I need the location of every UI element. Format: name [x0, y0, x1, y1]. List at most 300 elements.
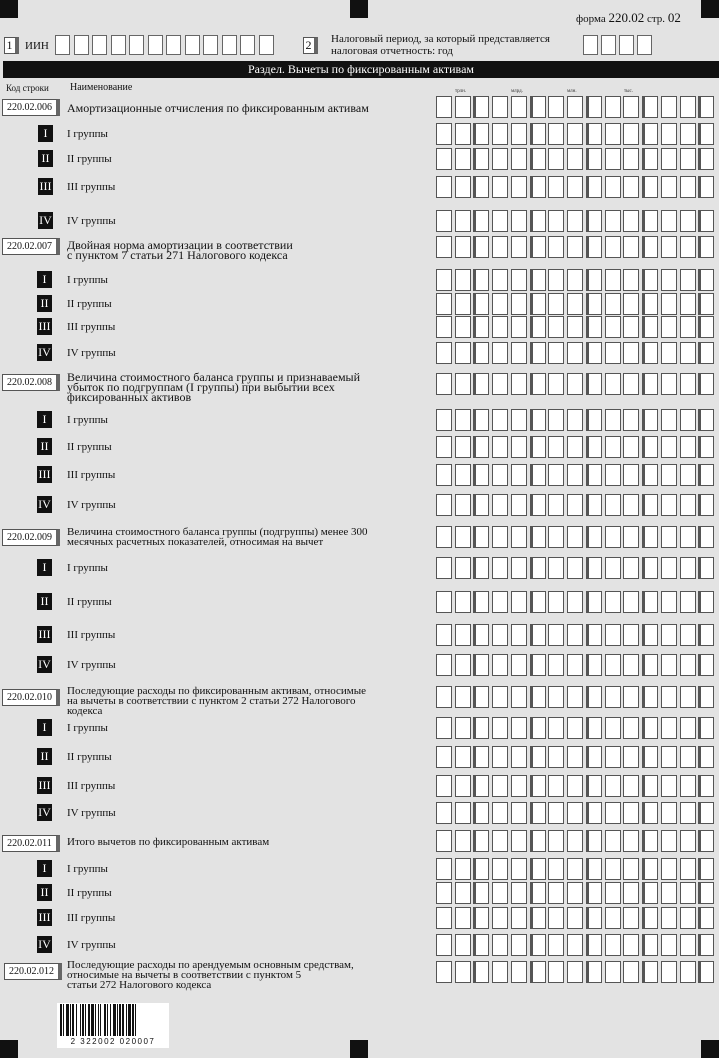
amount-digit-cell[interactable]	[492, 210, 508, 232]
amount-digit-cell[interactable]	[605, 148, 621, 170]
amount-digit-cell[interactable]	[548, 293, 564, 315]
amount-digit-cell[interactable]	[436, 316, 452, 338]
amount-digit-cell[interactable]	[661, 775, 677, 797]
amount-digit-cell[interactable]	[436, 557, 452, 579]
amount-digit-cell[interactable]	[473, 373, 489, 395]
amount-digit-cell[interactable]	[548, 176, 564, 198]
amount-digit-cell[interactable]	[455, 176, 471, 198]
amount-digit-cell[interactable]	[661, 717, 677, 739]
amount-digit-cell[interactable]	[586, 464, 602, 486]
amount-digit-cell[interactable]	[661, 293, 677, 315]
amount-digit-cell[interactable]	[511, 269, 527, 291]
group-amount-input[interactable]	[436, 802, 719, 824]
amount-digit-cell[interactable]	[605, 316, 621, 338]
amount-digit-cell[interactable]	[492, 436, 508, 458]
iin-digit-cell[interactable]	[166, 35, 181, 55]
amount-digit-cell[interactable]	[436, 494, 452, 516]
amount-digit-cell[interactable]	[605, 269, 621, 291]
amount-digit-cell[interactable]	[492, 557, 508, 579]
amount-digit-cell[interactable]	[455, 373, 471, 395]
amount-digit-cell[interactable]	[473, 293, 489, 315]
amount-digit-cell[interactable]	[605, 210, 621, 232]
amount-digit-cell[interactable]	[455, 717, 471, 739]
amount-input[interactable]	[436, 686, 719, 708]
amount-digit-cell[interactable]	[567, 373, 583, 395]
amount-digit-cell[interactable]	[492, 148, 508, 170]
amount-digit-cell[interactable]	[436, 775, 452, 797]
amount-digit-cell[interactable]	[492, 409, 508, 431]
amount-digit-cell[interactable]	[698, 342, 714, 364]
amount-digit-cell[interactable]	[548, 526, 564, 548]
amount-digit-cell[interactable]	[642, 210, 658, 232]
amount-digit-cell[interactable]	[530, 830, 546, 852]
amount-digit-cell[interactable]	[605, 746, 621, 768]
amount-digit-cell[interactable]	[698, 316, 714, 338]
amount-digit-cell[interactable]	[455, 123, 471, 145]
amount-digit-cell[interactable]	[698, 210, 714, 232]
amount-digit-cell[interactable]	[623, 210, 639, 232]
amount-digit-cell[interactable]	[623, 557, 639, 579]
amount-digit-cell[interactable]	[586, 436, 602, 458]
amount-digit-cell[interactable]	[680, 464, 696, 486]
amount-digit-cell[interactable]	[680, 775, 696, 797]
group-amount-input[interactable]	[436, 591, 719, 613]
amount-digit-cell[interactable]	[586, 526, 602, 548]
amount-digit-cell[interactable]	[567, 494, 583, 516]
amount-digit-cell[interactable]	[455, 148, 471, 170]
amount-digit-cell[interactable]	[623, 293, 639, 315]
amount-digit-cell[interactable]	[492, 882, 508, 904]
amount-digit-cell[interactable]	[473, 746, 489, 768]
year-digit-cell[interactable]	[637, 35, 652, 55]
amount-digit-cell[interactable]	[567, 717, 583, 739]
amount-digit-cell[interactable]	[605, 858, 621, 880]
amount-digit-cell[interactable]	[492, 342, 508, 364]
amount-digit-cell[interactable]	[473, 123, 489, 145]
amount-digit-cell[interactable]	[530, 436, 546, 458]
amount-digit-cell[interactable]	[586, 907, 602, 929]
amount-digit-cell[interactable]	[623, 236, 639, 258]
amount-digit-cell[interactable]	[530, 269, 546, 291]
amount-digit-cell[interactable]	[492, 123, 508, 145]
amount-digit-cell[interactable]	[680, 802, 696, 824]
amount-digit-cell[interactable]	[436, 123, 452, 145]
amount-digit-cell[interactable]	[623, 775, 639, 797]
amount-digit-cell[interactable]	[698, 830, 714, 852]
amount-digit-cell[interactable]	[698, 686, 714, 708]
amount-digit-cell[interactable]	[567, 858, 583, 880]
amount-digit-cell[interactable]	[698, 961, 714, 983]
amount-digit-cell[interactable]	[605, 654, 621, 676]
amount-digit-cell[interactable]	[661, 654, 677, 676]
amount-digit-cell[interactable]	[661, 148, 677, 170]
amount-digit-cell[interactable]	[567, 526, 583, 548]
amount-digit-cell[interactable]	[455, 654, 471, 676]
amount-digit-cell[interactable]	[642, 373, 658, 395]
amount-digit-cell[interactable]	[455, 624, 471, 646]
amount-digit-cell[interactable]	[548, 775, 564, 797]
amount-digit-cell[interactable]	[586, 342, 602, 364]
amount-digit-cell[interactable]	[511, 934, 527, 956]
amount-digit-cell[interactable]	[492, 464, 508, 486]
amount-digit-cell[interactable]	[473, 907, 489, 929]
amount-digit-cell[interactable]	[661, 557, 677, 579]
amount-digit-cell[interactable]	[511, 293, 527, 315]
amount-digit-cell[interactable]	[473, 316, 489, 338]
amount-digit-cell[interactable]	[455, 961, 471, 983]
amount-digit-cell[interactable]	[455, 236, 471, 258]
amount-digit-cell[interactable]	[567, 464, 583, 486]
amount-digit-cell[interactable]	[698, 624, 714, 646]
group-amount-input[interactable]	[436, 342, 719, 364]
amount-digit-cell[interactable]	[436, 293, 452, 315]
iin-digit-cell[interactable]	[55, 35, 70, 55]
amount-digit-cell[interactable]	[586, 557, 602, 579]
amount-digit-cell[interactable]	[698, 591, 714, 613]
group-amount-input[interactable]	[436, 210, 719, 232]
amount-digit-cell[interactable]	[548, 96, 564, 118]
amount-digit-cell[interactable]	[698, 96, 714, 118]
amount-digit-cell[interactable]	[623, 882, 639, 904]
group-amount-input[interactable]	[436, 316, 719, 338]
amount-digit-cell[interactable]	[605, 624, 621, 646]
amount-digit-cell[interactable]	[642, 436, 658, 458]
group-amount-input[interactable]	[436, 934, 719, 956]
amount-digit-cell[interactable]	[455, 494, 471, 516]
year-digit-cell[interactable]	[583, 35, 598, 55]
amount-digit-cell[interactable]	[511, 526, 527, 548]
amount-digit-cell[interactable]	[661, 858, 677, 880]
amount-digit-cell[interactable]	[436, 654, 452, 676]
group-amount-input[interactable]	[436, 775, 719, 797]
amount-digit-cell[interactable]	[436, 269, 452, 291]
amount-digit-cell[interactable]	[698, 236, 714, 258]
amount-digit-cell[interactable]	[436, 96, 452, 118]
amount-digit-cell[interactable]	[680, 409, 696, 431]
amount-digit-cell[interactable]	[530, 961, 546, 983]
amount-digit-cell[interactable]	[530, 591, 546, 613]
amount-digit-cell[interactable]	[605, 802, 621, 824]
amount-digit-cell[interactable]	[473, 436, 489, 458]
amount-digit-cell[interactable]	[586, 148, 602, 170]
amount-digit-cell[interactable]	[530, 557, 546, 579]
amount-digit-cell[interactable]	[473, 148, 489, 170]
amount-digit-cell[interactable]	[567, 654, 583, 676]
amount-digit-cell[interactable]	[661, 882, 677, 904]
amount-digit-cell[interactable]	[623, 526, 639, 548]
amount-digit-cell[interactable]	[511, 436, 527, 458]
amount-digit-cell[interactable]	[436, 961, 452, 983]
amount-digit-cell[interactable]	[436, 591, 452, 613]
amount-digit-cell[interactable]	[680, 373, 696, 395]
amount-digit-cell[interactable]	[511, 907, 527, 929]
amount-digit-cell[interactable]	[623, 654, 639, 676]
group-amount-input[interactable]	[436, 557, 719, 579]
amount-digit-cell[interactable]	[455, 316, 471, 338]
group-amount-input[interactable]	[436, 654, 719, 676]
amount-digit-cell[interactable]	[455, 775, 471, 797]
amount-digit-cell[interactable]	[586, 654, 602, 676]
amount-digit-cell[interactable]	[586, 624, 602, 646]
amount-digit-cell[interactable]	[511, 830, 527, 852]
amount-digit-cell[interactable]	[680, 526, 696, 548]
amount-digit-cell[interactable]	[680, 961, 696, 983]
amount-digit-cell[interactable]	[680, 746, 696, 768]
amount-digit-cell[interactable]	[436, 907, 452, 929]
amount-digit-cell[interactable]	[436, 176, 452, 198]
amount-digit-cell[interactable]	[530, 210, 546, 232]
amount-digit-cell[interactable]	[605, 526, 621, 548]
amount-digit-cell[interactable]	[567, 269, 583, 291]
amount-digit-cell[interactable]	[548, 882, 564, 904]
amount-digit-cell[interactable]	[436, 464, 452, 486]
amount-digit-cell[interactable]	[455, 557, 471, 579]
amount-digit-cell[interactable]	[530, 686, 546, 708]
amount-digit-cell[interactable]	[492, 934, 508, 956]
amount-digit-cell[interactable]	[698, 293, 714, 315]
amount-digit-cell[interactable]	[661, 591, 677, 613]
amount-digit-cell[interactable]	[473, 176, 489, 198]
amount-digit-cell[interactable]	[567, 686, 583, 708]
amount-digit-cell[interactable]	[492, 236, 508, 258]
amount-digit-cell[interactable]	[680, 123, 696, 145]
amount-digit-cell[interactable]	[455, 269, 471, 291]
amount-digit-cell[interactable]	[680, 210, 696, 232]
amount-digit-cell[interactable]	[661, 907, 677, 929]
amount-digit-cell[interactable]	[548, 654, 564, 676]
amount-digit-cell[interactable]	[661, 961, 677, 983]
amount-digit-cell[interactable]	[455, 210, 471, 232]
amount-digit-cell[interactable]	[586, 316, 602, 338]
group-amount-input[interactable]	[436, 436, 719, 458]
iin-digit-cell[interactable]	[240, 35, 255, 55]
amount-digit-cell[interactable]	[623, 96, 639, 118]
amount-digit-cell[interactable]	[698, 557, 714, 579]
amount-digit-cell[interactable]	[661, 269, 677, 291]
group-amount-input[interactable]	[436, 293, 719, 315]
amount-digit-cell[interactable]	[548, 342, 564, 364]
amount-digit-cell[interactable]	[492, 96, 508, 118]
amount-digit-cell[interactable]	[605, 409, 621, 431]
amount-digit-cell[interactable]	[642, 961, 658, 983]
group-amount-input[interactable]	[436, 624, 719, 646]
amount-digit-cell[interactable]	[492, 526, 508, 548]
amount-digit-cell[interactable]	[605, 557, 621, 579]
amount-digit-cell[interactable]	[698, 746, 714, 768]
amount-digit-cell[interactable]	[455, 526, 471, 548]
amount-digit-cell[interactable]	[642, 907, 658, 929]
group-amount-input[interactable]	[436, 858, 719, 880]
amount-digit-cell[interactable]	[455, 802, 471, 824]
amount-digit-cell[interactable]	[642, 830, 658, 852]
amount-digit-cell[interactable]	[586, 717, 602, 739]
amount-digit-cell[interactable]	[661, 934, 677, 956]
amount-digit-cell[interactable]	[530, 882, 546, 904]
amount-digit-cell[interactable]	[511, 654, 527, 676]
amount-digit-cell[interactable]	[530, 907, 546, 929]
amount-digit-cell[interactable]	[436, 236, 452, 258]
amount-digit-cell[interactable]	[698, 775, 714, 797]
amount-digit-cell[interactable]	[605, 686, 621, 708]
amount-digit-cell[interactable]	[680, 591, 696, 613]
amount-input[interactable]	[436, 830, 719, 852]
amount-digit-cell[interactable]	[492, 961, 508, 983]
amount-digit-cell[interactable]	[530, 316, 546, 338]
amount-digit-cell[interactable]	[567, 342, 583, 364]
amount-digit-cell[interactable]	[680, 686, 696, 708]
iin-digit-cell[interactable]	[203, 35, 218, 55]
amount-digit-cell[interactable]	[511, 882, 527, 904]
amount-digit-cell[interactable]	[455, 882, 471, 904]
amount-digit-cell[interactable]	[548, 907, 564, 929]
amount-digit-cell[interactable]	[548, 686, 564, 708]
amount-digit-cell[interactable]	[511, 494, 527, 516]
amount-digit-cell[interactable]	[455, 342, 471, 364]
amount-digit-cell[interactable]	[623, 624, 639, 646]
amount-digit-cell[interactable]	[642, 176, 658, 198]
amount-digit-cell[interactable]	[473, 342, 489, 364]
amount-digit-cell[interactable]	[548, 494, 564, 516]
amount-digit-cell[interactable]	[473, 830, 489, 852]
amount-digit-cell[interactable]	[642, 148, 658, 170]
amount-digit-cell[interactable]	[548, 269, 564, 291]
amount-digit-cell[interactable]	[455, 934, 471, 956]
amount-digit-cell[interactable]	[436, 342, 452, 364]
amount-digit-cell[interactable]	[661, 236, 677, 258]
iin-digit-cell[interactable]	[111, 35, 126, 55]
amount-digit-cell[interactable]	[567, 961, 583, 983]
amount-digit-cell[interactable]	[548, 591, 564, 613]
amount-digit-cell[interactable]	[642, 654, 658, 676]
amount-digit-cell[interactable]	[511, 316, 527, 338]
group-amount-input[interactable]	[436, 494, 719, 516]
group-amount-input[interactable]	[436, 148, 719, 170]
amount-digit-cell[interactable]	[698, 654, 714, 676]
amount-digit-cell[interactable]	[586, 176, 602, 198]
amount-digit-cell[interactable]	[623, 961, 639, 983]
amount-digit-cell[interactable]	[661, 373, 677, 395]
amount-digit-cell[interactable]	[548, 464, 564, 486]
amount-digit-cell[interactable]	[436, 373, 452, 395]
amount-digit-cell[interactable]	[548, 858, 564, 880]
amount-digit-cell[interactable]	[567, 316, 583, 338]
amount-digit-cell[interactable]	[492, 494, 508, 516]
amount-digit-cell[interactable]	[586, 858, 602, 880]
amount-digit-cell[interactable]	[605, 464, 621, 486]
amount-digit-cell[interactable]	[623, 373, 639, 395]
amount-digit-cell[interactable]	[492, 907, 508, 929]
group-amount-input[interactable]	[436, 882, 719, 904]
amount-digit-cell[interactable]	[567, 775, 583, 797]
amount-digit-cell[interactable]	[455, 591, 471, 613]
amount-digit-cell[interactable]	[623, 176, 639, 198]
amount-digit-cell[interactable]	[586, 934, 602, 956]
amount-digit-cell[interactable]	[586, 775, 602, 797]
amount-digit-cell[interactable]	[530, 775, 546, 797]
iin-digit-cell[interactable]	[222, 35, 237, 55]
amount-digit-cell[interactable]	[680, 494, 696, 516]
amount-digit-cell[interactable]	[530, 464, 546, 486]
amount-digit-cell[interactable]	[680, 316, 696, 338]
amount-digit-cell[interactable]	[623, 717, 639, 739]
amount-digit-cell[interactable]	[511, 464, 527, 486]
amount-digit-cell[interactable]	[473, 961, 489, 983]
iin-digit-cell[interactable]	[148, 35, 163, 55]
year-digit-cell[interactable]	[601, 35, 616, 55]
amount-digit-cell[interactable]	[642, 746, 658, 768]
amount-digit-cell[interactable]	[567, 96, 583, 118]
amount-digit-cell[interactable]	[623, 830, 639, 852]
amount-digit-cell[interactable]	[473, 858, 489, 880]
amount-digit-cell[interactable]	[492, 858, 508, 880]
amount-digit-cell[interactable]	[586, 591, 602, 613]
amount-digit-cell[interactable]	[530, 654, 546, 676]
amount-digit-cell[interactable]	[473, 409, 489, 431]
amount-digit-cell[interactable]	[642, 557, 658, 579]
amount-digit-cell[interactable]	[530, 236, 546, 258]
amount-digit-cell[interactable]	[642, 526, 658, 548]
amount-digit-cell[interactable]	[642, 882, 658, 904]
amount-digit-cell[interactable]	[680, 176, 696, 198]
amount-digit-cell[interactable]	[623, 746, 639, 768]
amount-digit-cell[interactable]	[492, 775, 508, 797]
amount-digit-cell[interactable]	[698, 373, 714, 395]
amount-digit-cell[interactable]	[567, 746, 583, 768]
amount-digit-cell[interactable]	[605, 436, 621, 458]
amount-digit-cell[interactable]	[680, 236, 696, 258]
amount-digit-cell[interactable]	[473, 494, 489, 516]
amount-digit-cell[interactable]	[642, 686, 658, 708]
amount-digit-cell[interactable]	[698, 436, 714, 458]
amount-digit-cell[interactable]	[473, 269, 489, 291]
amount-digit-cell[interactable]	[511, 746, 527, 768]
amount-digit-cell[interactable]	[661, 342, 677, 364]
amount-digit-cell[interactable]	[530, 342, 546, 364]
amount-digit-cell[interactable]	[473, 464, 489, 486]
amount-digit-cell[interactable]	[436, 717, 452, 739]
amount-digit-cell[interactable]	[680, 342, 696, 364]
amount-digit-cell[interactable]	[586, 746, 602, 768]
amount-digit-cell[interactable]	[680, 882, 696, 904]
amount-digit-cell[interactable]	[623, 148, 639, 170]
amount-digit-cell[interactable]	[698, 858, 714, 880]
amount-digit-cell[interactable]	[530, 802, 546, 824]
amount-digit-cell[interactable]	[680, 907, 696, 929]
amount-digit-cell[interactable]	[605, 882, 621, 904]
amount-digit-cell[interactable]	[548, 624, 564, 646]
amount-digit-cell[interactable]	[698, 494, 714, 516]
amount-digit-cell[interactable]	[698, 882, 714, 904]
amount-digit-cell[interactable]	[548, 409, 564, 431]
amount-digit-cell[interactable]	[698, 148, 714, 170]
amount-digit-cell[interactable]	[567, 830, 583, 852]
amount-digit-cell[interactable]	[492, 686, 508, 708]
amount-digit-cell[interactable]	[548, 802, 564, 824]
amount-digit-cell[interactable]	[605, 123, 621, 145]
amount-digit-cell[interactable]	[548, 373, 564, 395]
amount-digit-cell[interactable]	[530, 624, 546, 646]
amount-digit-cell[interactable]	[680, 436, 696, 458]
amount-digit-cell[interactable]	[455, 436, 471, 458]
amount-digit-cell[interactable]	[492, 293, 508, 315]
amount-digit-cell[interactable]	[492, 717, 508, 739]
amount-digit-cell[interactable]	[605, 961, 621, 983]
amount-digit-cell[interactable]	[642, 494, 658, 516]
amount-digit-cell[interactable]	[473, 882, 489, 904]
amount-digit-cell[interactable]	[530, 934, 546, 956]
iin-digit-cell[interactable]	[185, 35, 200, 55]
amount-digit-cell[interactable]	[548, 236, 564, 258]
